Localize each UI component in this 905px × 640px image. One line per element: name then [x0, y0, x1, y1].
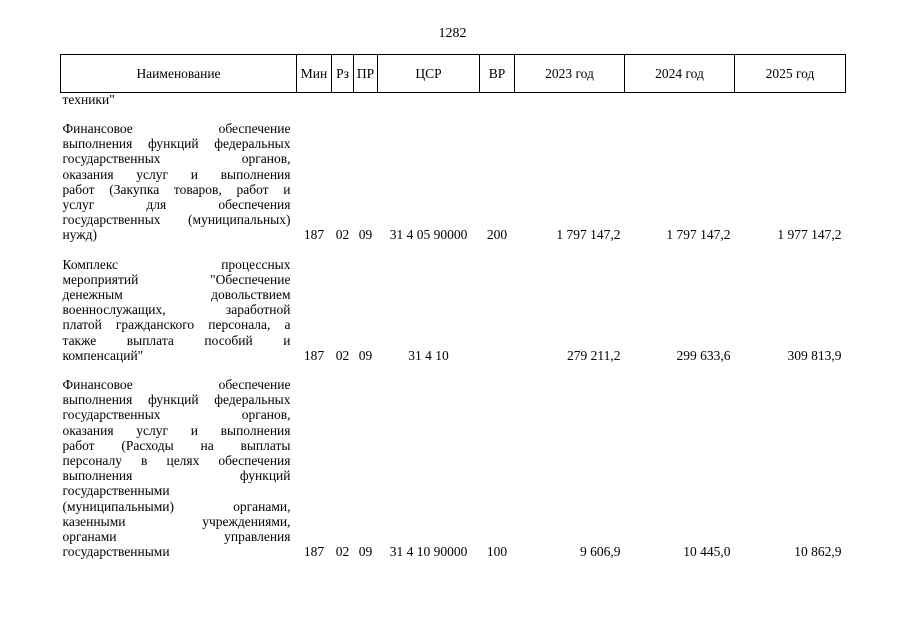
row-name-line: персоналу в целях обеспечения	[62, 453, 291, 469]
row-name-line: Комплекс процессных	[62, 256, 291, 272]
row-name-line: военнослужащих, заработной	[62, 302, 291, 318]
row-vr	[480, 257, 515, 363]
row-name-line: компенсаций"	[62, 347, 144, 363]
row-value-2023: 1 797 147,2	[556, 227, 621, 243]
row-name-line: оказания услуг и выполнения	[62, 166, 291, 182]
row-name-line: Финансовое обеспечение	[62, 121, 291, 136]
header-rz: Рз	[332, 55, 354, 93]
row-name-line: (муниципальными) органами,	[62, 498, 291, 514]
row-name-line: мероприятий "Обеспечение	[62, 271, 291, 287]
row-min: 187	[303, 347, 325, 363]
header-2024: 2024 год	[625, 55, 735, 93]
row-name-line: оказания услуг и выполнения	[62, 422, 291, 438]
row-value-2024: 1 797 147,2	[666, 227, 731, 243]
header-pr: ПР	[354, 55, 378, 93]
row-min: 187	[303, 544, 325, 560]
row-name-line: работ (Закупка товаров, работ и	[62, 181, 291, 197]
row-name-line: органами управления	[62, 529, 291, 545]
header-2023: 2023 год	[515, 55, 625, 93]
row-csr: 31 4 10	[408, 347, 449, 363]
row-name-line: Финансовое обеспечение	[62, 377, 291, 393]
header-min: Мин	[297, 55, 332, 93]
header-vr: ВР	[480, 55, 515, 93]
row-value-2025: 10 862,9	[794, 544, 842, 560]
table-body	[61, 93, 846, 560]
row-name-line: работ (Расходы на выплаты	[62, 437, 291, 453]
page-number: 1282	[438, 26, 467, 41]
row-value-2023: 279 211,2	[567, 347, 621, 363]
row-name-line: государственных (муниципальных)	[62, 212, 291, 228]
row-spacer	[61, 363, 846, 377]
table-row	[61, 257, 846, 363]
row-pr: 09	[358, 227, 373, 243]
header-name: Наименование	[61, 55, 297, 93]
table-row	[61, 377, 846, 559]
row-spacer	[61, 243, 846, 257]
row-name-line: выполнения функций	[62, 468, 291, 484]
row-spacer	[61, 107, 846, 121]
row-name-line: казенными учреждениями,	[62, 513, 291, 529]
row-pr: 09	[358, 347, 373, 363]
header-2025: 2025 год	[735, 55, 846, 93]
row-value-2024: 299 633,6	[676, 347, 731, 363]
table-header	[61, 55, 846, 93]
row-name-line: выполнения функций федеральных	[62, 392, 291, 408]
budget-table	[60, 54, 846, 559]
row-name-line: государственных органов,	[62, 407, 291, 423]
continuation-text: техники"	[62, 92, 115, 107]
continuation-row	[61, 93, 846, 108]
row-value-2024: 10 445,0	[683, 544, 731, 560]
row-name-line: нужд)	[62, 227, 97, 243]
row-name-line: государственных органов,	[62, 151, 291, 167]
row-name-line: денежным довольствием	[62, 287, 291, 303]
row-name	[61, 121, 297, 243]
row-name-line: услуг для обеспечения	[62, 197, 291, 213]
row-name-line: государственными	[62, 544, 170, 560]
row-rz: 02	[335, 227, 350, 243]
row-value-2025: 1 977 147,2	[777, 227, 842, 243]
row-rz: 02	[335, 347, 350, 363]
row-value-2023: 9 606,9	[580, 544, 621, 560]
row-name	[61, 257, 297, 363]
row-vr: 100	[486, 544, 508, 560]
header-csr: ЦСР	[378, 55, 480, 93]
row-value-2025: 309 813,9	[787, 347, 842, 363]
row-min: 187	[303, 227, 325, 243]
row-name-line: выполнения функций федеральных	[62, 136, 291, 152]
row-name-line: государственными	[62, 483, 170, 499]
row-csr: 31 4 05 90000	[389, 227, 468, 243]
row-csr: 31 4 10 90000	[389, 544, 468, 560]
row-pr: 09	[358, 544, 373, 560]
row-name	[61, 377, 297, 559]
row-name-line: платой гражданского персонала, а	[62, 317, 291, 333]
row-name-line: также выплата пособий и	[62, 332, 291, 348]
row-vr: 200	[486, 227, 508, 243]
table-row	[61, 121, 846, 243]
row-rz: 02	[335, 544, 350, 560]
